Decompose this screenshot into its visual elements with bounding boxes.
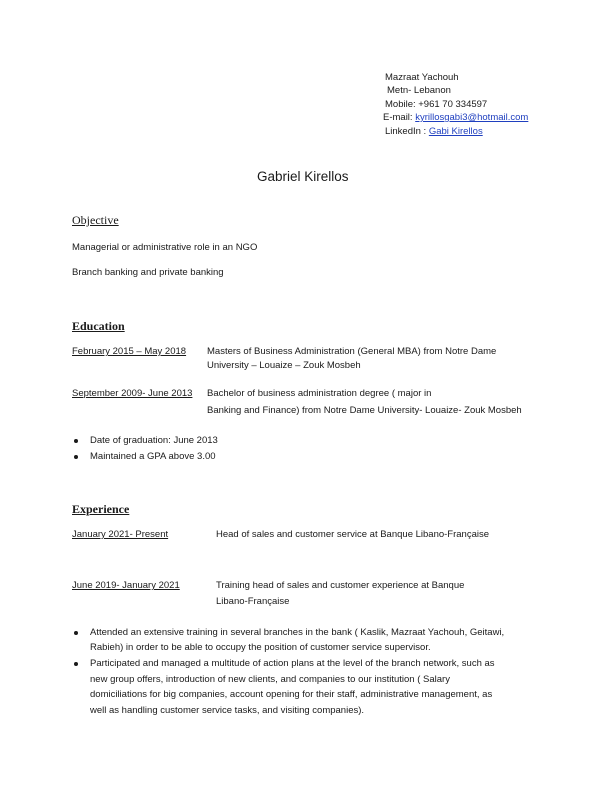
bullet-icon <box>74 631 78 635</box>
email-label: E-mail: <box>383 112 416 123</box>
education-degree: Bachelor of business administration degree ( major in <box>207 388 432 399</box>
education-heading: Education <box>72 319 125 333</box>
contact-linkedin-row <box>385 126 483 138</box>
bullet-icon <box>74 439 78 443</box>
education-dates: February 2015 – May 2018 <box>72 346 187 357</box>
experience-role: Training head of sales and customer experience at Banque <box>216 580 465 591</box>
education-bullet: Maintained a GPA above 3.00 <box>90 451 216 462</box>
contact-email-row <box>383 112 528 124</box>
experience-bullet-line: new group offers, introduction of new clients, and companies to our institution ( Salary <box>90 674 450 685</box>
experience-dates: January 2021- Present <box>72 529 169 540</box>
experience-role: Libano-Française <box>216 596 290 607</box>
objective-heading: Objective <box>72 213 119 227</box>
objective-line: Branch banking and private banking <box>72 267 224 278</box>
linkedin-link[interactable]: Gabi Kirellos <box>428 126 483 137</box>
page-title: Gabriel Kirellos <box>257 169 349 184</box>
experience-heading: Experience <box>72 502 130 516</box>
education-degree: Masters of Business Administration (General MBA) from Notre Dame <box>207 346 497 357</box>
bullet-icon <box>74 455 78 459</box>
experience-role: Head of sales and customer service at Banque Libano-Française <box>216 529 490 540</box>
contact-mobile: Mobile: +961 70 334597 <box>385 99 488 110</box>
contact-address-line1: Mazraat Yachouh <box>385 72 459 83</box>
objective-line: Managerial or administrative role in an NGO <box>72 242 258 253</box>
education-dates: September 2009- June 2013 <box>72 388 193 399</box>
email-link[interactable]: kyrillosgabi3@hotmail.com <box>415 112 529 123</box>
experience-dates: June 2019- January 2021 <box>72 580 180 591</box>
education-degree: University – Louaize – Zouk Mosbeh <box>207 360 361 371</box>
education-bullet: Date of graduation: June 2013 <box>90 435 218 446</box>
experience-bullet-line: domiciliations for big companies, account opening for their staff, administrative management, as <box>90 689 493 700</box>
education-degree: Banking and Finance) from Notre Dame University- Louaize- Zouk Mosbeh <box>207 405 522 416</box>
linkedin-label: LinkedIn : <box>385 126 429 137</box>
bullet-icon <box>74 662 78 666</box>
experience-bullet-line: Rabieh) in order to be able to occupy the position of customer service supervisor. <box>90 642 431 653</box>
experience-bullet-line: Attended an extensive training in several branches in the bank ( Kaslik, Mazraat Yachouh, Geitawi, <box>90 627 505 638</box>
contact-address-line2: Metn- Lebanon <box>387 85 451 96</box>
experience-bullet-line: well as handling customer service tasks, and visiting companies). <box>90 705 365 716</box>
experience-bullet-line: Participated and managed a multitude of action plans at the level of the branch network, such as <box>90 658 495 669</box>
